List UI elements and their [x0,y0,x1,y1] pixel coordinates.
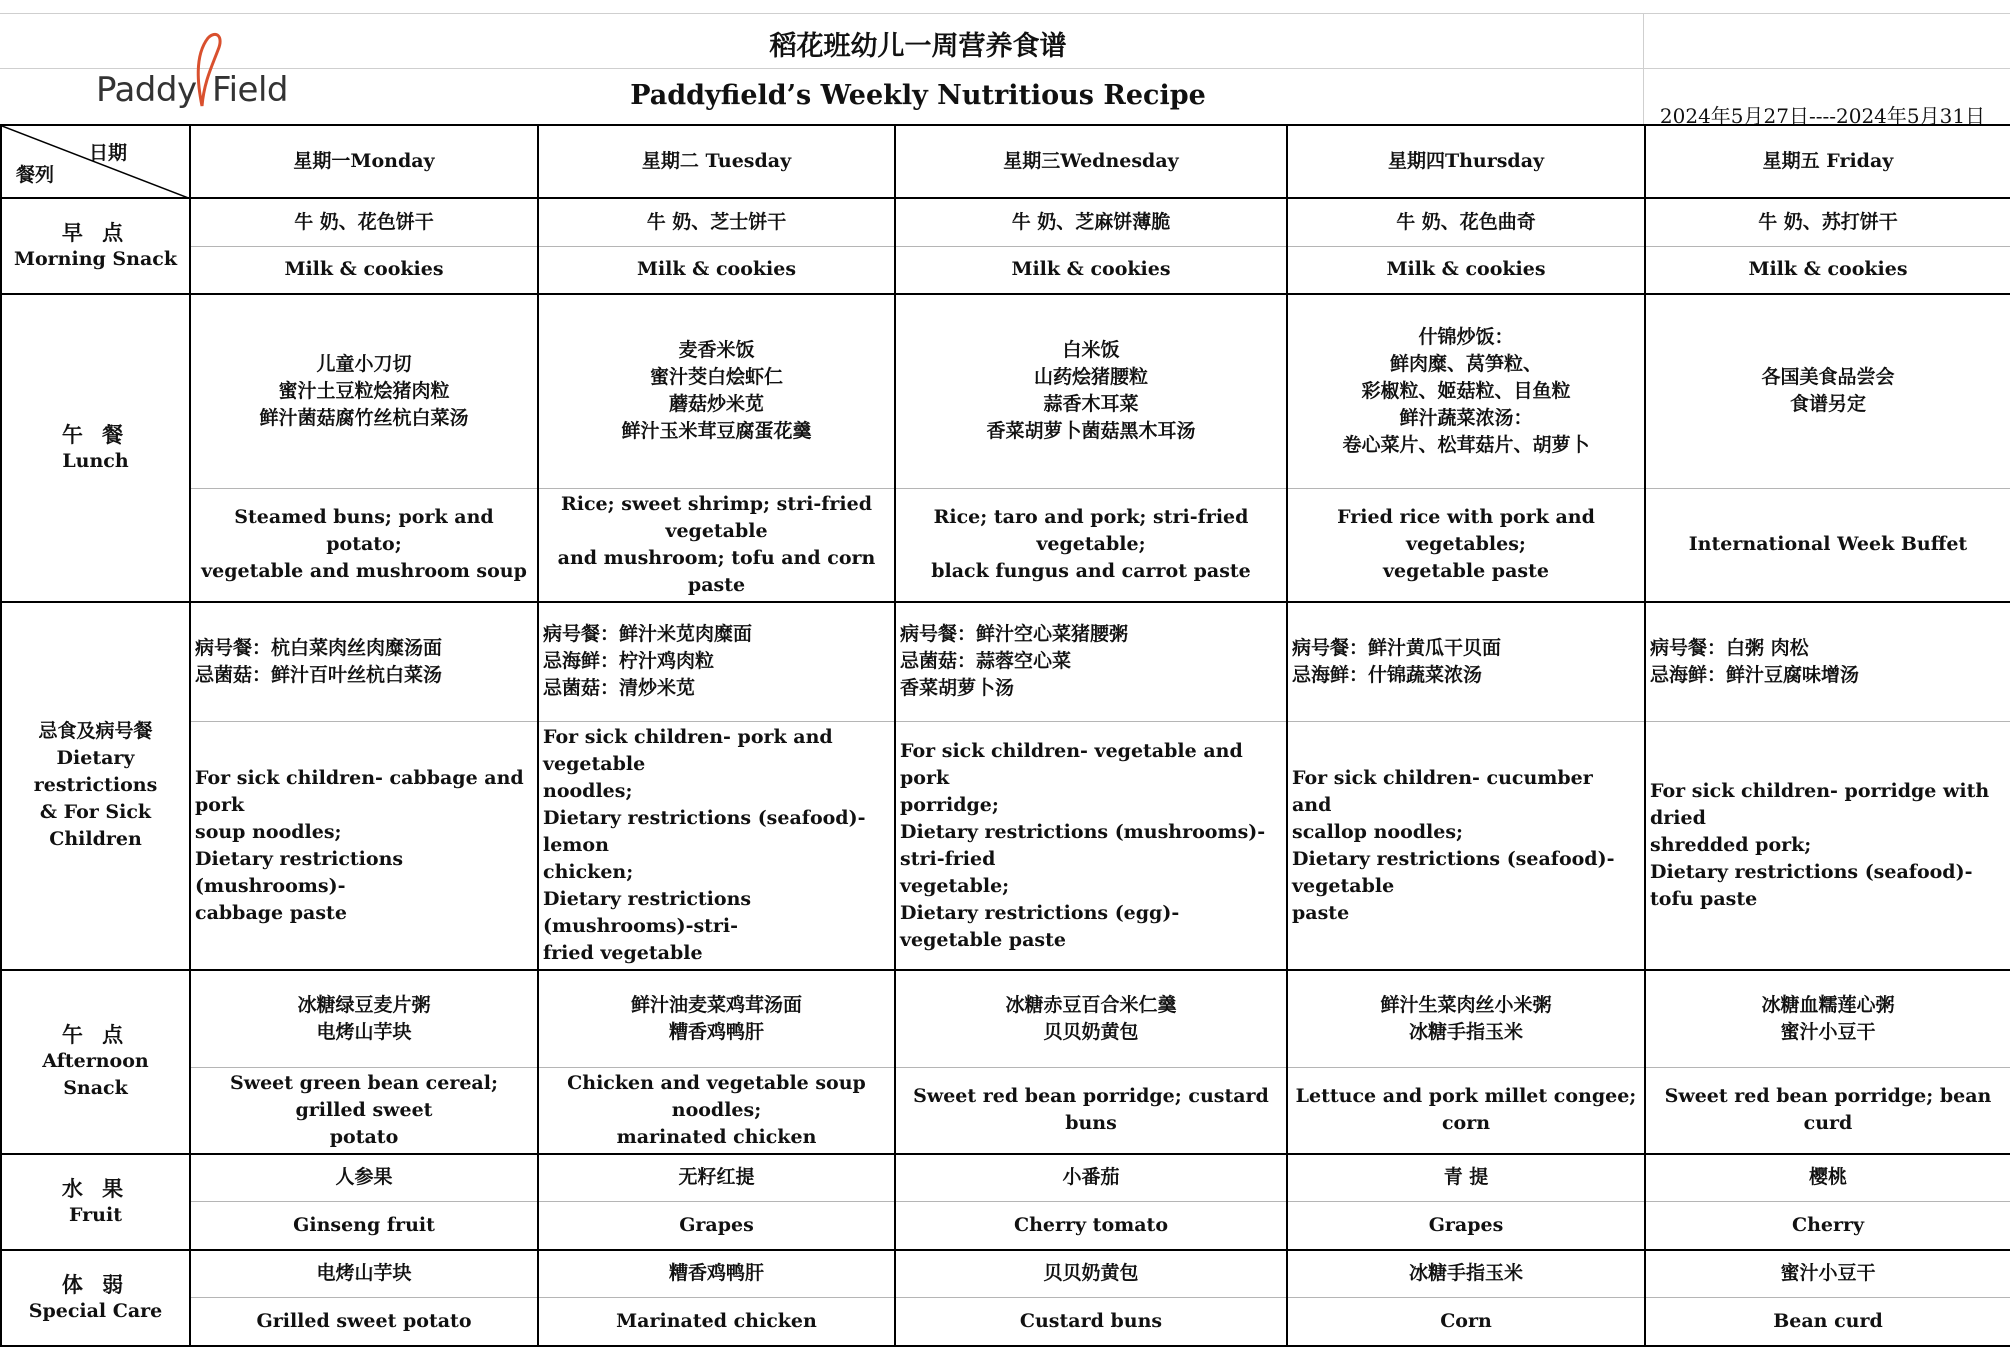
care-en-wednesday: Custard buns [895,1298,1287,1346]
special-care-row-en [1,1298,2010,1346]
afternoon-en-friday: Sweet red bean porridge; bean curd [1645,1067,2010,1154]
morning-en-monday: Milk & cookies [190,246,538,294]
morning-zh-wednesday: 牛 奶、芝麻饼薄脆 [895,198,1287,246]
fruit-zh-monday: 人参果 [190,1154,538,1202]
header-top-rule [0,13,2010,14]
dietary-en-wednesday: For sick children- vegetable and pork porridge; Dietary restrictions (mushrooms)- stri-fried vegetable; Dietary restrictions (egg)- vegetable paste [895,722,1287,971]
fruit-row-zh [1,1154,2010,1202]
category-morning-snack [1,198,190,294]
afternoon-en-tuesday: Chicken and vegetable soup noodles; marinated chicken [538,1067,895,1154]
day-header-friday: 星期五 Friday [1645,125,2010,198]
corner-meal-label: 餐列 [16,164,55,186]
lunch-row-zh [1,294,2010,488]
fruit-zh-tuesday: 无籽红提 [538,1154,895,1202]
afternoon-snack-row-zh [1,970,2010,1067]
lunch-zh-monday: 儿童小刀切 蜜汁土豆粒烩猪肉粒 鲜汁菌菇腐竹丝杭白菜汤 [190,294,538,488]
morning-zh-tuesday: 牛 奶、芝士饼干 [538,198,895,246]
lunch-en-friday: International Week Buffet [1645,488,2010,602]
care-zh-monday: 电烤山芋块 [190,1250,538,1298]
fruit-zh-friday: 樱桃 [1645,1154,2010,1202]
dietary-zh-thursday: 病号餐：鲜汁黄瓜干贝面 忌海鲜：什锦蔬菜浓汤 [1287,602,1645,722]
page-title-english: Paddyfield’s Weekly Nutritious Recipe [630,80,1206,111]
afternoon-zh-wednesday: 冰糖赤豆百合米仁羹 贝贝奶黄包 [895,970,1287,1067]
day-header-row [1,125,2010,198]
category-label-zh: 午 点 [61,1022,130,1048]
fruit-en-wednesday: Cherry tomato [895,1202,1287,1250]
afternoon-en-wednesday: Sweet red bean porridge; custard buns [895,1067,1287,1154]
category-label-zh: 忌食及病号餐 [38,720,153,743]
page-title-chinese: 稻花班幼儿一周营养食谱 [769,31,1067,62]
category-label-en: Lunch [62,449,129,472]
lunch-en-monday: Steamed buns; pork and potato; vegetable and mushroom soup [190,488,538,602]
corner-cell [1,125,190,198]
day-header-monday: 星期一Monday [190,125,538,198]
category-fruit [1,1154,190,1250]
day-header-wednesday: 星期三Wednesday [895,125,1287,198]
category-label-en: Morning Snack [13,248,178,270]
lunch-en-wednesday: Rice; taro and pork; stri-fried vegetable; black fungus and carrot paste [895,488,1287,602]
lunch-en-thursday: Fried rice with pork and vegetables; vegetable paste [1287,488,1645,602]
fruit-en-friday: Cherry [1645,1202,2010,1250]
lunch-row-en [1,488,2010,602]
lunch-zh-tuesday: 麦香米饭 蜜汁茭白烩虾仁 蘑菇炒米苋 鲜汁玉米茸豆腐蛋花羹 [538,294,895,488]
dietary-row-en [1,722,2010,971]
dietary-zh-tuesday: 病号餐：鲜汁米苋肉糜面 忌海鲜：柠汁鸡肉粒 忌菌菇：清炒米苋 [538,602,895,722]
morning-zh-thursday: 牛 奶、花色曲奇 [1287,198,1645,246]
lunch-zh-wednesday: 白米饭 山药烩猪腰粒 蒜香木耳菜 香菜胡萝卜菌菇黑木耳汤 [895,294,1287,488]
morning-snack-row-zh [1,198,2010,246]
fruit-en-monday: Ginseng fruit [190,1202,538,1250]
corner-date-label: 日期 [88,142,127,164]
afternoon-zh-tuesday: 鲜汁油麦菜鸡茸汤面 糟香鸡鸭肝 [538,970,895,1067]
logo-text-paddy: Paddy [96,70,197,110]
fruit-zh-thursday: 青 提 [1287,1154,1645,1202]
fruit-en-tuesday: Grapes [538,1202,895,1250]
category-lunch [1,294,190,602]
afternoon-zh-thursday: 鲜汁生菜肉丝小米粥 冰糖手指玉米 [1287,970,1645,1067]
weekly-menu-table [0,124,2010,1347]
category-label-zh: 水 果 [61,1175,130,1201]
care-zh-tuesday: 糟香鸡鸭肝 [538,1250,895,1298]
care-en-thursday: Corn [1287,1298,1645,1346]
category-dietary [1,602,190,971]
lunch-zh-thursday: 什锦炒饭： 鲜肉糜、莴笋粒、 彩椒粒、姬菇粒、目鱼粒 鲜汁蔬菜浓汤： 卷心菜片、松茸菇片、胡萝卜 [1287,294,1645,488]
care-en-friday: Bean curd [1645,1298,2010,1346]
afternoon-zh-friday: 冰糖血糯莲心粥 蜜汁小豆干 [1645,970,2010,1067]
afternoon-snack-row-en [1,1067,2010,1154]
fruit-en-thursday: Grapes [1287,1202,1645,1250]
lunch-zh-friday: 各国美食品尝会 食谱另定 [1645,294,2010,488]
fruit-row-en [1,1202,2010,1250]
category-label-en-line2: & For Sick Children [39,801,152,851]
care-zh-wednesday: 贝贝奶黄包 [895,1250,1287,1298]
day-header-thursday: 星期四Thursday [1287,125,1645,198]
category-label-zh: 体 弱 [61,1271,130,1297]
category-afternoon-snack [1,970,190,1154]
logo-text-field: Field [212,70,288,110]
dietary-row-zh [1,602,2010,722]
category-label-en: Special Care [28,1299,163,1322]
dietary-en-friday: For sick children- porridge with dried shredded pork; Dietary restrictions (seafood)- tofu paste [1645,722,2010,971]
dietary-en-tuesday: For sick children- pork and vegetable noodles; Dietary restrictions (seafood)- lemon chicken; Dietary restrictions (mushrooms)-stri- fried vegetable [538,722,895,971]
day-header-tuesday: 星期二 Tuesday [538,125,895,198]
care-en-tuesday: Marinated chicken [538,1298,895,1346]
dietary-zh-monday: 病号餐：杭白菜肉丝肉糜汤面 忌菌菇：鲜汁百叶丝杭白菜汤 [190,602,538,722]
afternoon-en-monday: Sweet green bean cereal; grilled sweet potato [190,1067,538,1154]
morning-en-wednesday: Milk & cookies [895,246,1287,294]
category-special-care [1,1250,190,1346]
morning-snack-row-en [1,246,2010,294]
category-label-en: Fruit [69,1203,122,1226]
header-mid-rule [0,68,2010,69]
afternoon-zh-monday: 冰糖绿豆麦片粥 电烤山芋块 [190,970,538,1067]
morning-zh-monday: 牛 奶、花色饼干 [190,198,538,246]
morning-en-thursday: Milk & cookies [1287,246,1645,294]
special-care-row-zh [1,1250,2010,1298]
category-label-en: Afternoon Snack [42,1050,149,1100]
morning-zh-friday: 牛 奶、苏打饼干 [1645,198,2010,246]
morning-en-friday: Milk & cookies [1645,246,2010,294]
dietary-zh-wednesday: 病号餐：鲜汁空心菜猪腰粥 忌菌菇：蒜蓉空心菜 香菜胡萝卜汤 [895,602,1287,722]
care-zh-thursday: 冰糖手指玉米 [1287,1250,1645,1298]
care-en-monday: Grilled sweet potato [190,1298,538,1346]
morning-en-tuesday: Milk & cookies [538,246,895,294]
dietary-en-thursday: For sick children- cucumber and scallop noodles; Dietary restrictions (seafood)- vegetable paste [1287,722,1645,971]
category-label-en-line1: Dietary restrictions [33,747,158,797]
date-range: 2024年5月27日----2024年5月31日 [1659,104,1986,128]
afternoon-en-thursday: Lettuce and pork millet congee; corn [1287,1067,1645,1154]
lunch-en-tuesday: Rice; sweet shrimp; stri-fried vegetable and mushroom; tofu and corn paste [538,488,895,602]
dietary-zh-friday: 病号餐：白粥 肉松 忌海鲜：鲜汁豆腐味增汤 [1645,602,2010,722]
category-label-zh: 早 点 [61,220,130,245]
fruit-zh-wednesday: 小番茄 [895,1154,1287,1202]
care-zh-friday: 蜜汁小豆干 [1645,1250,2010,1298]
category-label-zh: 午 餐 [61,421,130,447]
dietary-en-monday: For sick children- cabbage and pork soup noodles; Dietary restrictions (mushrooms)- cabbage paste [190,722,538,971]
